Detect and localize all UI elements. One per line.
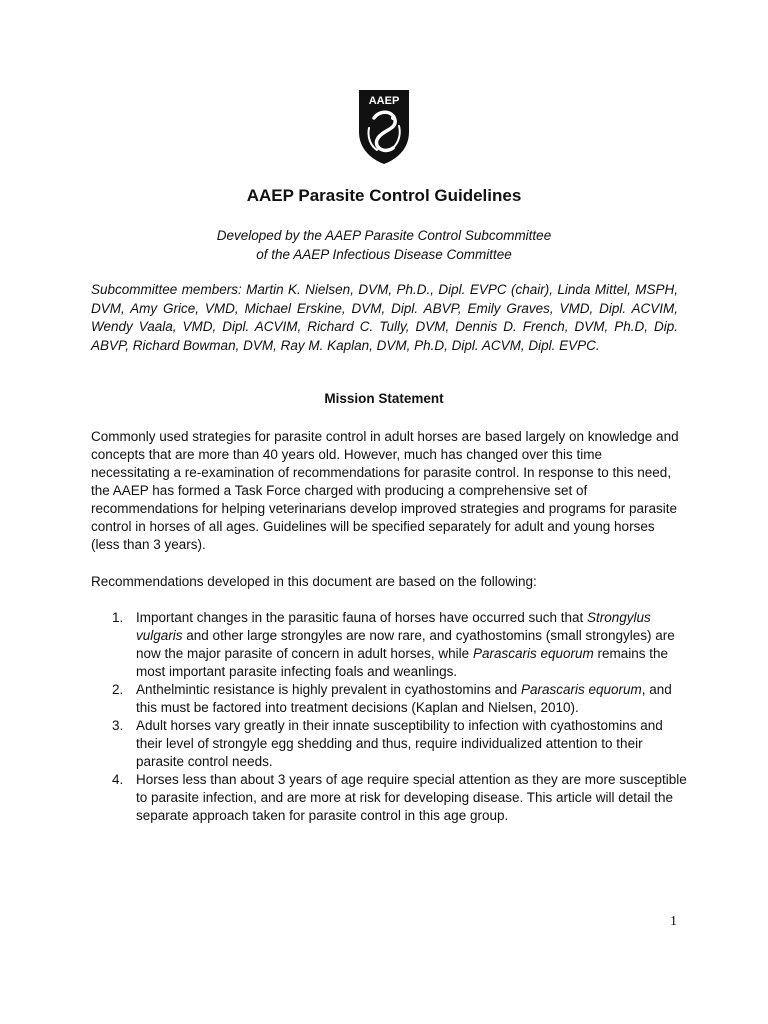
subcommittee-members: Subcommittee members: Martin K. Nielsen, DVM, Ph.D., Dipl. EVPC (chair), Linda Mittel, MSPH, DVM, Amy Grice, VMD, Michael Erskine, DVM, Dipl. ABVP, Emily Graves, VMD, Dipl. ACVIM, Wendy Vaala, VMD, Dipl. ACVIM, Richard C. Tully, DVM, Dennis D. French, DVM, Ph.D, Dip. ABVP, Richard Bowman, DVM, Ray M. Kaplan, DVM, Ph.D, Dipl. ACVM, Dipl. EVPC.	[91, 282, 678, 353]
list-text: , and this must be factored into treatment decisions (Kaplan and Nielsen, 2010).	[136, 682, 672, 715]
document-title: AAEP Parasite Control Guidelines	[246, 186, 522, 205]
svg-text:AAEP: AAEP	[368, 95, 400, 107]
recommendations-list	[91, 609, 691, 825]
list-text: remains the most important parasite infecting foals and weanlings.	[136, 646, 669, 679]
mission-paragraph: Commonly used strategies for parasite control in adult horses are based largely on knowledge and concepts that are more than 40 years old. However, much has changed over this time necessitating a re-examination of recommendations for parasite control. In response to this need, the AAEP has formed a Task Force charged with producing a comprehensive set of recommendations for helping veterinarians develop improved strategies and programs for parasite control in horses of all ages. Guidelines will be specified separately for adult and young horses (less than 3 years).	[91, 429, 679, 552]
list-text: and other large strongyles are now rare, and cyathostomins (small strongyles) are now the major parasite of concern in adult horses, while	[136, 628, 675, 661]
list-item	[91, 771, 691, 825]
subtitle-line-2: of the AAEP Infectious Disease Committee	[256, 247, 512, 262]
page-number: 1	[670, 914, 677, 929]
list-number: 4.	[112, 772, 124, 787]
list-text: Important changes in the parasitic fauna of horses have occurred such that	[136, 610, 588, 625]
aaep-shield-logo	[357, 88, 411, 166]
list-item	[91, 609, 691, 681]
mission-statement-heading: Mission Statement	[324, 391, 444, 406]
recommendations-intro: Recommendations developed in this document are based on the following:	[91, 574, 537, 589]
list-number: 2.	[112, 682, 124, 697]
species-name: Parascaris equorum	[472, 646, 594, 661]
list-number: 3.	[112, 718, 124, 733]
list-text: Anthelmintic resistance is highly prevalent in cyathostomins and	[136, 682, 521, 697]
species-name: Parascaris equorum	[520, 682, 642, 697]
species-name: Strongylus vulgaris	[136, 610, 651, 643]
subtitle-line-1: Developed by the AAEP Parasite Control Subcommittee	[216, 228, 552, 243]
list-text: Adult horses vary greatly in their innate susceptibility to infection with cyathostomins and their level of strongyle egg shedding and thus, require individualized attention to their parasite control needs.	[136, 718, 663, 769]
list-number: 1.	[112, 610, 124, 625]
list-text: Horses less than about 3 years of age require special attention as they are more susceptible to parasite infection, and are more at risk for developing disease. This article will detail the separate approach taken for parasite control in this age group.	[136, 772, 687, 823]
document-subtitle	[0, 226, 768, 264]
aaep-logo	[357, 88, 411, 166]
list-item	[91, 717, 691, 771]
list-item	[91, 681, 691, 717]
